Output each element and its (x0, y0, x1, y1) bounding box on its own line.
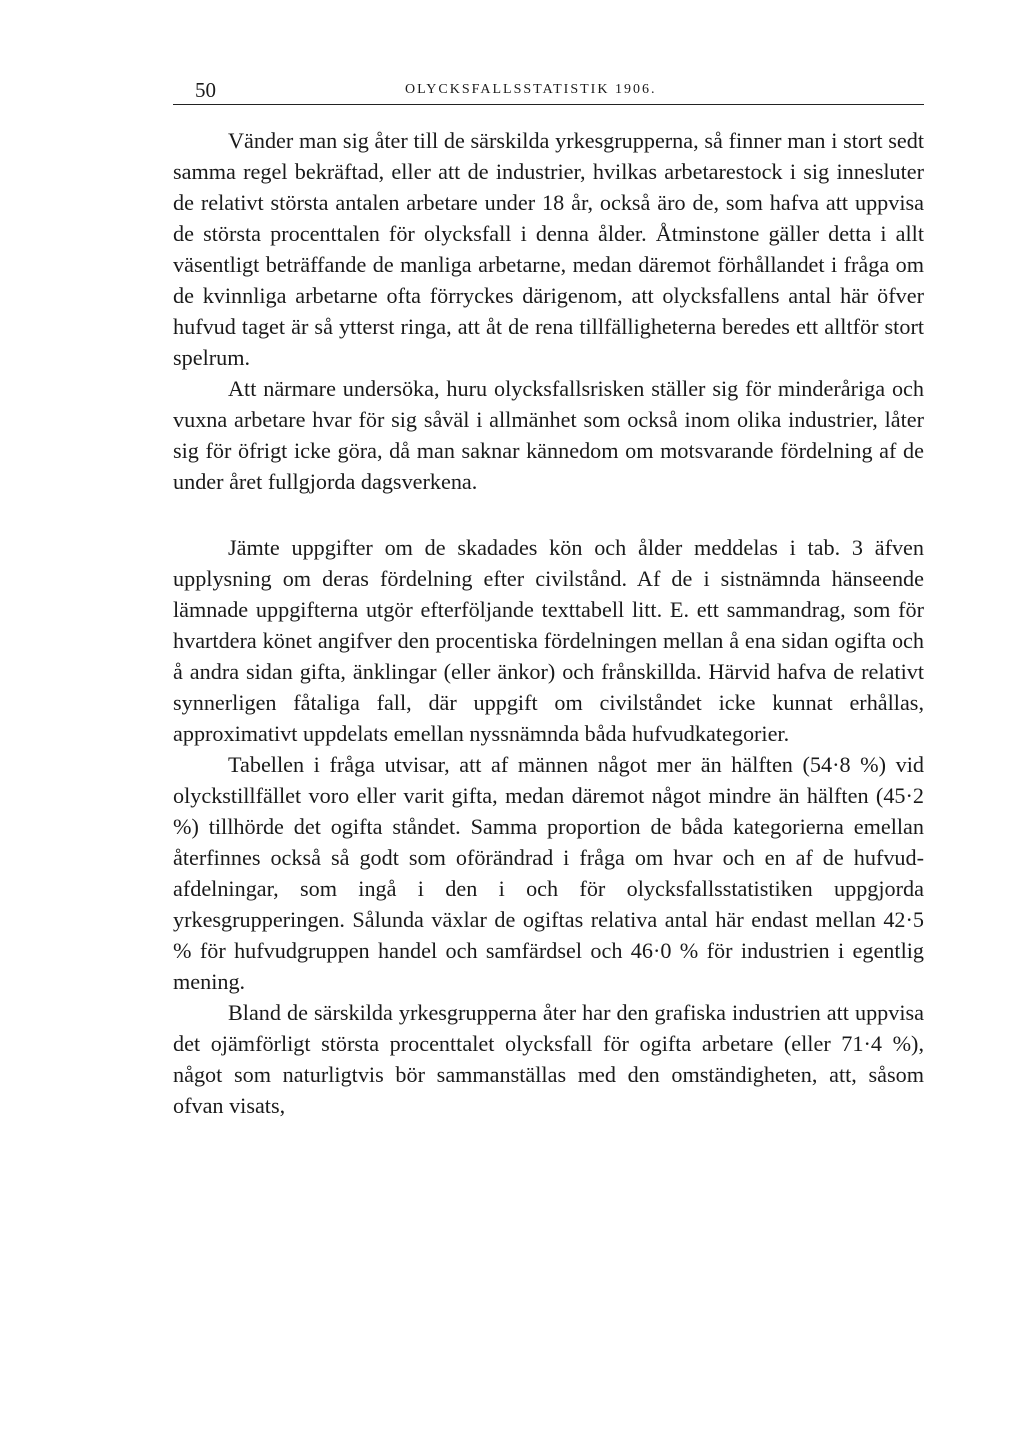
paragraph-3: Jämte uppgifter om de skadades kön och ålder meddelas i tab. 3 äfven upplysning om deras fördelning efter civilstånd. Af de i sistnämnda hänseende lämnade uppgifterna utgör efterföljande texttabell litt. E. ett sammandrag, som för hvartdera könet angifver den procentiska fördelningen mellan å ena sidan ogifta och å andra sidan gifta, änklingar (eller änkor) och frånskillda. Härvid hafva de relativt synnerligen fåtaliga fall, där uppgift om civilståndet icke kunnat erhållas, approximativt uppdelats emellan nyssnämnda båda hufvudkategorier. (173, 535, 924, 746)
running-title: OLYCKSFALLSSTATISTIK 1906. (405, 82, 657, 97)
paragraph-1: Vänder man sig åter till de särskilda yrkesgrupperna, så finner man i stort sedt samma regel bekräftad, eller att de industrier, hvilkas arbetarestock i sig innesluter de relativt största antalen arbetare under 18 år, också äro de, som hafva att uppvisa de största procenttalen för olycksfall i denna ålder. Åtminstone gäller detta i allt väsentligt beträffande de manliga arbetarne, medan däremot förhållandet i fråga om de kvinnliga arbetarne ofta förryckes därigenom, att olycksfallens antal här öfver hufvud taget är så ytterst ringa, att åt de rena tillfälligheterna beredes ett alltför stort spelrum. (173, 128, 924, 370)
document-page (173, 72, 924, 1121)
paragraph-5: Bland de särskilda yrkesgrupperna åter har den grafiska industrien att uppvisa det ojämförligt största procenttalet olycksfall för ogifta arbetare (eller 71·4 %), något som naturligtvis bör sammanställas med den omständigheten, att, såsom ofvan visats, (173, 1000, 924, 1118)
running-header (173, 72, 924, 105)
paragraph-4: Tabellen i fråga utvisar, att af männen något mer än hälften (54·8 %) vid olyckstillfället voro eller varit gifta, medan däremot något mindre än hälften (45·2 %) tillhörde det ogifta ståndet. Samma proportion de båda kategorierna emellan återfinnes också så godt som oförändrad i fråga om hvar och en af de hufvudafdelningar, som ingå i den i och för olycksfallsstatistiken uppgjorda yrkesgrupperingen. Sålunda växlar de ogiftas relativa antal här endast mellan 42·5 % för hufvudgruppen handel och samfärdsel och 46·0 % för industrien i egentlig mening. (173, 752, 924, 994)
page-number: 50 (195, 78, 216, 102)
paragraph-2: Att närmare undersöka, huru olycksfallsrisken ställer sig för minderåriga och vuxna arbetare hvar för sig såväl i allmänhet som också inom olika industrier, låter sig för öfrigt icke göra, då man saknar kännedom om motsvarande fördelning af de under året fullgjorda dagsverkena. (173, 376, 924, 494)
